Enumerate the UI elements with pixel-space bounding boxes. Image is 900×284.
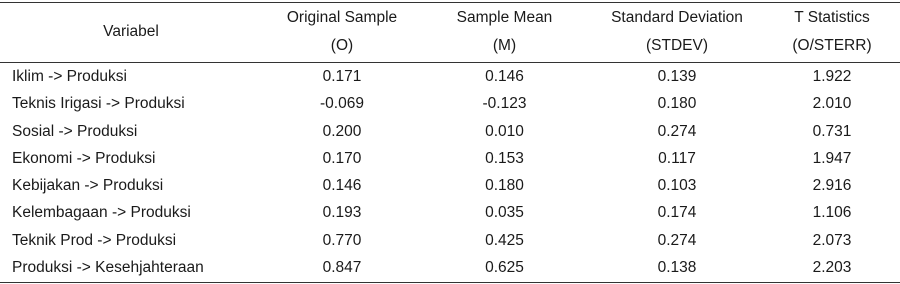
cell-variable: Kebijakan -> Produksi bbox=[12, 177, 164, 194]
cell-variable: Ekonomi -> Produksi bbox=[12, 149, 156, 167]
header-variable-label: Variabel bbox=[103, 23, 159, 40]
header-sample-mean-line2: (M) bbox=[492, 37, 517, 54]
table-row bbox=[0, 172, 900, 199]
table-top-rule bbox=[0, 2, 900, 3]
cell-sample-mean: 0.153 bbox=[485, 149, 524, 167]
cell-sample-mean: 0.625 bbox=[485, 258, 524, 276]
cell-original-sample: 0.770 bbox=[322, 231, 362, 249]
cell-original-sample: 0.193 bbox=[322, 204, 362, 222]
cell-original-sample: 0.847 bbox=[322, 258, 362, 276]
table-row bbox=[0, 63, 900, 90]
cell-std-dev: 0.180 bbox=[657, 95, 697, 113]
cell-std-dev: 0.174 bbox=[657, 204, 697, 222]
cell-t-stat: 2.073 bbox=[812, 231, 852, 249]
header-t-stat-line1: T Statistics bbox=[794, 9, 870, 26]
header-t-stat bbox=[767, 4, 897, 60]
header-sample-mean-line1: Sample Mean bbox=[456, 9, 553, 26]
cell-sample-mean: -0.123 bbox=[482, 95, 527, 113]
table-row bbox=[0, 118, 900, 145]
header-variable bbox=[0, 4, 262, 60]
header-sample-mean bbox=[422, 4, 587, 60]
table-row bbox=[0, 199, 900, 226]
cell-t-stat: 2.203 bbox=[812, 258, 852, 276]
cell-variable: Teknis Irigasi -> Produksi bbox=[12, 95, 185, 113]
header-std-dev-line2: (STDEV) bbox=[646, 37, 708, 54]
header-t-stat-line2: (O/STERR) bbox=[792, 37, 872, 54]
cell-variable: Kelembagaan -> Produksi bbox=[12, 204, 191, 222]
cell-t-stat: 1.922 bbox=[812, 68, 852, 85]
cell-std-dev: 0.117 bbox=[658, 149, 696, 167]
cell-sample-mean: 0.146 bbox=[485, 68, 524, 85]
cell-variable: Teknik Prod -> Produksi bbox=[12, 231, 177, 249]
cell-std-dev: 0.138 bbox=[657, 258, 697, 276]
header-std-dev-line1: Standard Deviation bbox=[611, 9, 743, 26]
cell-original-sample: 0.170 bbox=[322, 149, 362, 167]
cell-original-sample: 0.146 bbox=[322, 177, 362, 194]
table-row bbox=[0, 145, 900, 172]
cell-std-dev: 0.274 bbox=[657, 231, 697, 249]
cell-original-sample: 0.200 bbox=[322, 122, 362, 140]
table-row bbox=[0, 227, 900, 254]
table-row bbox=[0, 90, 900, 117]
table-row bbox=[0, 254, 900, 281]
table-bottom-rule bbox=[0, 282, 900, 283]
header-original-sample-line1: Original Sample bbox=[286, 9, 398, 26]
cell-std-dev: 0.103 bbox=[657, 177, 697, 194]
cell-t-stat: 2.916 bbox=[812, 177, 852, 194]
cell-original-sample: 0.171 bbox=[322, 68, 362, 85]
cell-std-dev: 0.139 bbox=[657, 68, 697, 85]
cell-std-dev: 0.274 bbox=[657, 122, 697, 140]
cell-variable: Sosial -> Produksi bbox=[12, 122, 138, 140]
cell-t-stat: 0.731 bbox=[812, 122, 852, 140]
cell-t-stat: 1.106 bbox=[812, 204, 852, 222]
header-original-sample bbox=[262, 4, 422, 60]
cell-sample-mean: 0.425 bbox=[485, 231, 524, 249]
header-std-dev bbox=[587, 4, 767, 60]
cell-sample-mean: 0.010 bbox=[485, 122, 524, 140]
table-body bbox=[0, 63, 900, 281]
cell-sample-mean: 0.035 bbox=[485, 204, 524, 222]
cell-variable: Produksi -> Kesehjahteraan bbox=[12, 258, 204, 276]
cell-original-sample: -0.069 bbox=[320, 95, 364, 113]
cell-variable: Iklim -> Produksi bbox=[12, 68, 127, 85]
header-original-sample-line2: (O) bbox=[330, 37, 354, 54]
cell-sample-mean: 0.180 bbox=[485, 177, 524, 194]
cell-t-stat: 2.010 bbox=[812, 95, 852, 113]
cell-t-stat: 1.947 bbox=[812, 149, 852, 167]
